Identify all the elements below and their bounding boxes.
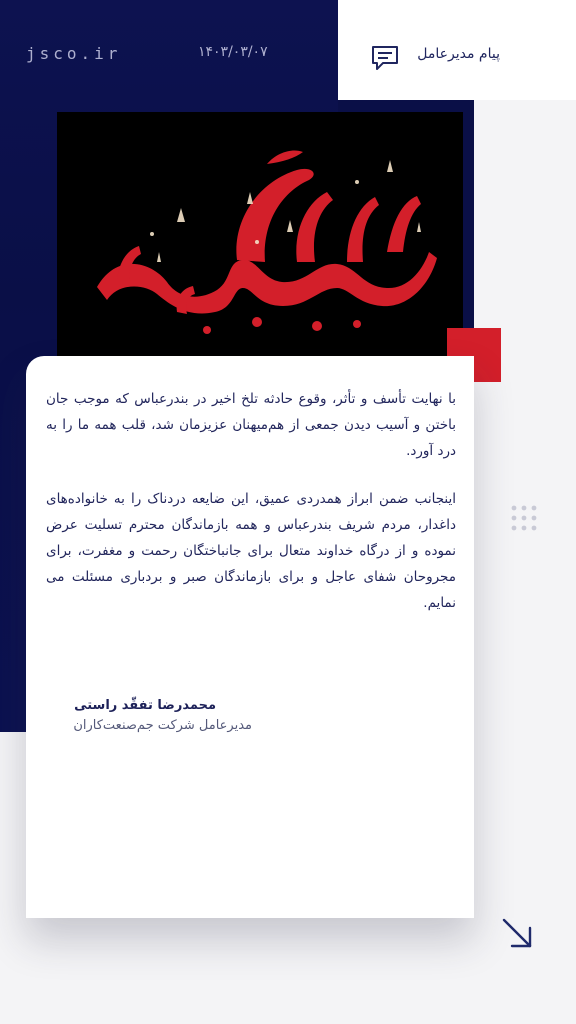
signature-name: محمدرضا تفقّد راستی — [74, 698, 216, 713]
message-paragraph-1: با نهایت تأسف و تأثر، وقوع حادثه تلخ اخیر در بندرعباس که موجب جان باختن و آسیب دیدن جمعی از هم‌میهنان عزیزمان شد، قلب همه ما را به درد آورد. — [46, 391, 456, 459]
condolence-banner — [57, 112, 463, 356]
arrow-down-right-icon[interactable] — [500, 916, 536, 952]
site-url: jsco.ir — [26, 44, 122, 63]
signature-title: مدیرعامل شرکت جم‌صنعت‌کاران — [73, 718, 252, 733]
message-paragraph-2: اینجانب ضمن ابراز همدردی عمیق، این ضایعه دردناک را به خانواده‌های داغدار، مردم شریف بندرعباس و همه بازماندگان محترم تسلیت عرض نموده و از درگاه خداوند متعال برای جانباختگان رحمت و مغفرت، برای مجروحان شفای عاجل و برای بازماندگان صبر و بردباری مسئلت می نمایم. — [46, 491, 456, 611]
section-title: پیام مدیرعامل — [417, 46, 500, 62]
publish-date: ۱۴۰۳/۰۳/۰۷ — [198, 44, 268, 60]
calligraphy-art — [57, 112, 463, 356]
message-icon — [370, 44, 400, 72]
dot-grid-icon — [510, 504, 542, 532]
message-body — [46, 386, 456, 638]
